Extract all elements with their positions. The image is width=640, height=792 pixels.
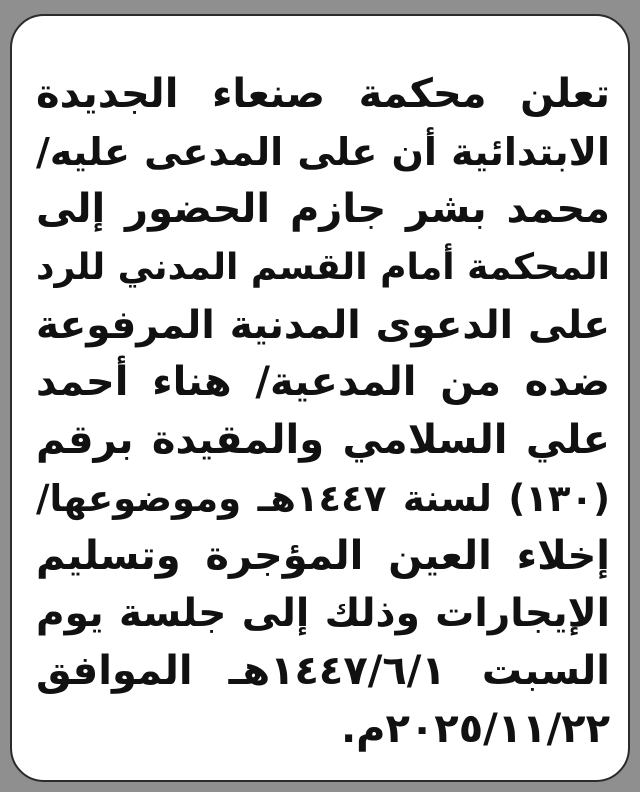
notice-line-8: (١٣٠) لسنة ١٤٤٧هـ وموضوعها/ [36,476,610,520]
notice-text [36,66,610,758]
notice-line-1: تعلن محكمة صنعاء الجديدة [36,71,610,117]
notice-line-5: على الدعوى المدنية المرفوعة [36,302,610,348]
notice-line-7: علي السلامي والمقيدة برقم [36,417,610,464]
notice-line-3: محمد بشر جازم الحضور إلى [36,186,610,233]
notice-line-11: السبت ١٤٤٧/٦/١هـ الموافق [36,647,610,694]
notice-card [10,14,630,782]
notice-line-6: ضده من المدعية/ هناء أحمد [36,359,610,406]
notice-line-9: إخلاء العين المؤجرة وتسليم [36,532,610,579]
notice-line-4: المحكمة أمام القسم المدني للرد [36,247,610,289]
notice-line-2: الابتدائية أن على المدعى عليه/ [36,129,610,174]
notice-line-10: الإيجارات وذلك إلى جلسة يوم [36,591,610,637]
notice-line-12: ٢٠٢٥/١١/٢٢م. [340,705,610,752]
